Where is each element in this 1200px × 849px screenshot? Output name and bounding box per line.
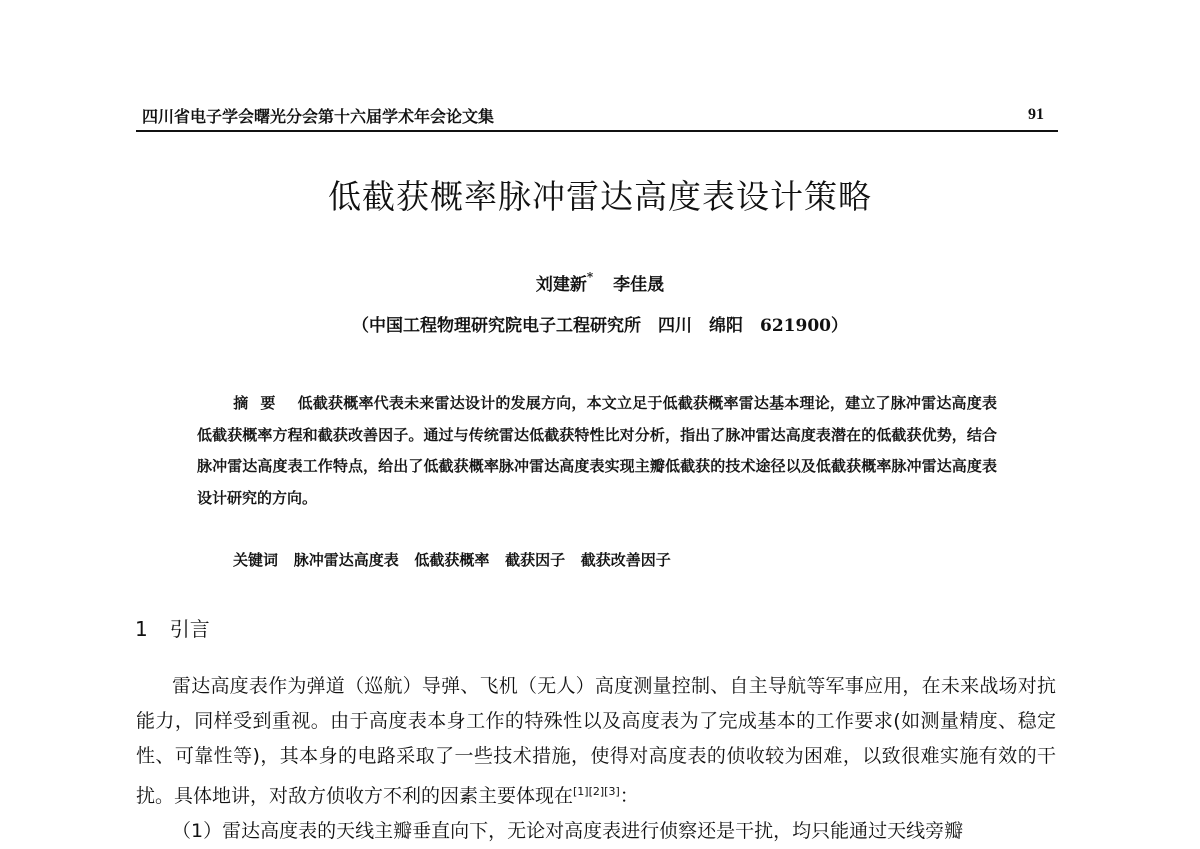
keyword-item: 截获因子 bbox=[505, 551, 566, 569]
section-number: 1 bbox=[135, 617, 148, 641]
section-title: 引言 bbox=[169, 617, 210, 641]
keyword-item: 低截获概率 bbox=[414, 551, 490, 569]
keyword-item: 截获改善因子 bbox=[580, 551, 671, 569]
corresponding-mark: * bbox=[586, 270, 594, 284]
keywords bbox=[233, 549, 671, 570]
author-1: 刘建新 bbox=[535, 275, 587, 295]
body-text bbox=[136, 669, 1056, 849]
section-heading bbox=[135, 613, 210, 642]
citation: [1][2][3] bbox=[573, 785, 620, 798]
paper-title: 低截获概率脉冲雷达高度表设计策略 bbox=[328, 177, 872, 216]
keywords-label: 关键词 bbox=[233, 551, 279, 569]
keyword-item: 脉冲雷达高度表 bbox=[293, 551, 399, 569]
running-header bbox=[136, 100, 1058, 132]
author-2: 李佳晟 bbox=[613, 275, 665, 295]
paragraph: （1）雷达高度表的天线主瓣垂直向下，无论对高度表进行侦察还是干扰，均只能通过天线旁瓣 bbox=[172, 820, 964, 842]
abstract-text: 低截获概率代表未来雷达设计的发展方向，本文立足于低截获概率雷达基本理论，建立了脉冲雷达高度表低截获概率方程和截获改善因子。通过与传统雷达低截获特性比对分析，指出了脉冲雷达高度表潜在的低截获优势，结合脉冲雷达高度表工作特点，给出了低截获概率脉冲雷达高度表实现主瓣低截获的技术途径以及低截获概率脉冲雷达高度表设计研究的方向。 bbox=[197, 394, 997, 507]
affiliation: （中国工程物理研究院电子工程研究所 四川 绵阳 621900） bbox=[352, 316, 848, 336]
page-number: 91 bbox=[1028, 106, 1044, 123]
paragraph: 雷达高度表作为弹道（巡航）导弹、飞机（无人）高度测量控制、自主导航等军事应用，在未来战场对抗能力，同样受到重视。由于高度表本身工作的特殊性以及高度表为了完成基本的工作要求(如测量精度、稳定性、可靠性等)，其本身的电路采取了一些技术措施，使得对高度表的侦收较为困难，以致很难实施有效的干扰。具体地讲，对敌方侦收方不利的因素主要体现在[1][2][3]： bbox=[136, 675, 1056, 807]
abstract bbox=[197, 388, 997, 514]
journal-name: 四川省电子学会曙光分会第十六届学术年会论文集 bbox=[142, 107, 495, 126]
author-line bbox=[0, 270, 1200, 295]
abstract-label: 摘要 bbox=[233, 394, 288, 412]
